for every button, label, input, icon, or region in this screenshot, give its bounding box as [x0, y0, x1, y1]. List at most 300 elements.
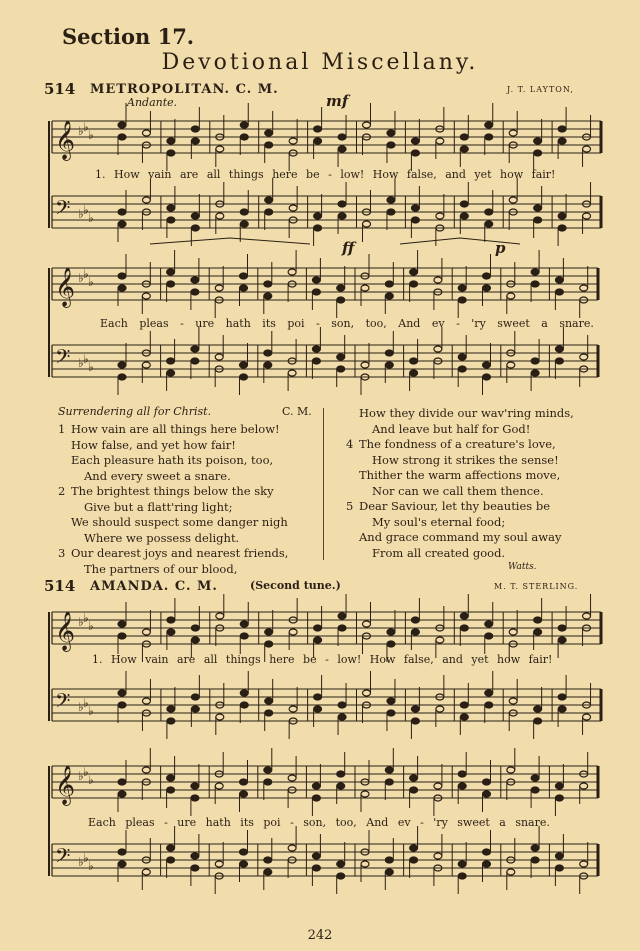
- note-head: [558, 637, 566, 643]
- tune-subtitle: (Second tune.): [250, 579, 341, 592]
- note-head: [265, 629, 273, 635]
- note-head: [558, 225, 566, 231]
- note-head: [555, 795, 563, 801]
- flat-icon: ♭: [78, 207, 84, 221]
- note-head: [555, 358, 563, 364]
- note-head: [483, 362, 491, 368]
- note-head: [460, 213, 468, 219]
- flat-icon: ♭: [83, 851, 89, 865]
- note-head: [531, 787, 539, 793]
- note-head: [531, 269, 539, 275]
- note-head: [337, 285, 345, 291]
- page-title: Devotional Miscellany.: [161, 50, 479, 75]
- note-head: [531, 857, 539, 863]
- note-head: [531, 358, 539, 364]
- note-head: [534, 205, 542, 211]
- note-head: [312, 358, 320, 364]
- flat-icon: ♭: [83, 267, 89, 281]
- note-head: [191, 346, 199, 352]
- note-head: [337, 354, 345, 360]
- note-head: [216, 613, 224, 619]
- note-head: [215, 783, 223, 789]
- note-head: [387, 197, 395, 203]
- verse-line: How strong it strikes the sense!: [372, 452, 559, 467]
- note-head: [507, 362, 515, 368]
- note-head: [167, 205, 175, 211]
- note-head: [118, 861, 126, 867]
- note-head: [167, 217, 175, 223]
- treble-clef-icon: 𝄞: [55, 765, 76, 805]
- note-head: [240, 273, 248, 279]
- note-head: [240, 702, 248, 708]
- note-head: [555, 783, 563, 789]
- note-head: [507, 869, 515, 875]
- note-head: [534, 617, 542, 623]
- note-head: [167, 787, 175, 793]
- note-head: [385, 869, 393, 875]
- note-head: [337, 873, 345, 879]
- note-head: [240, 621, 248, 627]
- note-head: [264, 293, 272, 299]
- note-head: [411, 718, 419, 724]
- bass-clef-icon: 𝄢: [55, 689, 71, 717]
- note-head: [531, 775, 539, 781]
- note-head: [338, 613, 346, 619]
- note-head: [558, 213, 566, 219]
- note-head: [434, 277, 442, 283]
- note-head: [216, 213, 224, 219]
- note-head: [458, 297, 466, 303]
- note-head: [312, 289, 320, 295]
- note-head: [361, 791, 369, 797]
- note-head: [118, 374, 126, 380]
- note-head: [338, 714, 346, 720]
- note-head: [240, 374, 248, 380]
- hymn-number: 514: [44, 80, 76, 98]
- note-head: [118, 362, 126, 368]
- note-head: [458, 873, 466, 879]
- note-head: [288, 775, 296, 781]
- note-head: [387, 710, 395, 716]
- note-head: [558, 706, 566, 712]
- note-head: [387, 130, 395, 136]
- note-head: [142, 130, 150, 136]
- bass-clef-icon: 𝄢: [55, 196, 71, 224]
- note-head: [191, 358, 199, 364]
- note-head: [338, 134, 346, 140]
- note-head: [118, 633, 126, 639]
- verse-line: Each pleasure hath its poison, too,: [71, 453, 274, 467]
- note-head: [411, 617, 419, 623]
- flat-icon: ♭: [83, 120, 89, 134]
- verse-number: 3: [58, 546, 66, 560]
- note-head: [509, 130, 517, 136]
- section-heading: Section 17.: [62, 24, 195, 49]
- note-head: [458, 783, 466, 789]
- note-head: [385, 350, 393, 356]
- note-head: [558, 625, 566, 631]
- note-head: [240, 362, 248, 368]
- note-head: [191, 783, 199, 789]
- note-head: [385, 779, 393, 785]
- note-head: [312, 795, 320, 801]
- note-head: [191, 795, 199, 801]
- note-head: [314, 637, 322, 643]
- note-head: [583, 714, 591, 720]
- tune-name: METROPOLITAN. C. M.: [90, 82, 279, 97]
- note-head: [483, 779, 491, 785]
- note-head: [191, 289, 199, 295]
- verse-line: From all created good.: [372, 545, 506, 560]
- note-head: [167, 281, 175, 287]
- note-head: [363, 221, 371, 227]
- dynamic-mark: ff: [342, 239, 355, 257]
- lyric-line: Each pleas - ure hath its poi - son, too, And ev - 'ry sweet a snare.: [88, 816, 550, 829]
- verse-line: The fondness of a creature's love,: [359, 437, 556, 451]
- note-head: [167, 269, 175, 275]
- note-head: [411, 629, 419, 635]
- note-head: [531, 845, 539, 851]
- note-head: [410, 857, 418, 863]
- verse-number: 2: [58, 484, 66, 498]
- dynamic-mark: p: [495, 239, 506, 257]
- note-head: [240, 779, 248, 785]
- note-head: [558, 694, 566, 700]
- note-head: [167, 150, 175, 156]
- note-head: [555, 289, 563, 295]
- note-head: [410, 775, 418, 781]
- note-head: [436, 213, 444, 219]
- verse-line: And grace command my soul away: [359, 530, 562, 544]
- verse-line: How they divide our wav'ring minds,: [359, 406, 574, 420]
- note-head: [458, 861, 466, 867]
- note-head: [118, 209, 126, 215]
- note-head: [337, 366, 345, 372]
- note-head: [555, 277, 563, 283]
- note-head: [534, 718, 542, 724]
- note-head: [289, 706, 297, 712]
- note-head: [240, 209, 248, 215]
- flat-icon: ♭: [88, 859, 94, 873]
- note-head: [485, 621, 493, 627]
- note-head: [191, 853, 199, 859]
- note-head: [167, 617, 175, 623]
- note-head: [288, 269, 296, 275]
- note-head: [216, 146, 224, 152]
- note-head: [483, 374, 491, 380]
- note-head: [167, 370, 175, 376]
- note-head: [507, 767, 515, 773]
- flat-icon: ♭: [88, 704, 94, 718]
- flat-icon: ♭: [78, 769, 84, 783]
- note-head: [264, 350, 272, 356]
- note-head: [385, 281, 393, 287]
- note-head: [167, 857, 175, 863]
- verse-line: Our dearest joys and nearest friends,: [71, 546, 289, 560]
- note-head: [580, 354, 588, 360]
- note-head: [338, 213, 346, 219]
- note-head: [580, 783, 588, 789]
- note-head: [191, 625, 199, 631]
- note-head: [483, 273, 491, 279]
- flat-icon: ♭: [78, 615, 84, 629]
- note-head: [411, 706, 419, 712]
- note-head: [191, 637, 199, 643]
- lyric-line: 1. How vain are all things here be - low! How false, and yet how fair!: [92, 653, 553, 666]
- composer-name: M. T. STERLING.: [494, 582, 579, 591]
- hymn-text-heading: Surrendering all for Christ.: [58, 405, 212, 418]
- note-head: [240, 285, 248, 291]
- flat-icon: ♭: [78, 700, 84, 714]
- verse-line: Nor can we call them thence.: [372, 483, 544, 498]
- treble-clef-icon: 𝄞: [55, 611, 76, 651]
- note-head: [531, 281, 539, 287]
- note-head: [460, 625, 468, 631]
- flat-icon: ♭: [88, 360, 94, 374]
- note-head: [314, 213, 322, 219]
- note-head: [387, 641, 395, 647]
- note-head: [363, 621, 371, 627]
- note-head: [387, 142, 395, 148]
- flat-icon: ♭: [78, 855, 84, 869]
- note-head: [167, 706, 175, 712]
- note-head: [312, 853, 320, 859]
- note-head: [338, 702, 346, 708]
- note-head: [118, 702, 126, 708]
- note-head: [434, 346, 442, 352]
- verse-number: 4: [346, 437, 354, 451]
- note-head: [483, 285, 491, 291]
- hairpin-icon: [400, 238, 520, 244]
- flat-icon: ♭: [78, 124, 84, 138]
- note-head: [387, 698, 395, 704]
- note-head: [458, 366, 466, 372]
- note-head: [264, 767, 272, 773]
- note-head: [483, 791, 491, 797]
- hymn-author: Watts.: [508, 562, 537, 572]
- flat-icon: ♭: [78, 356, 84, 370]
- note-head: [314, 225, 322, 231]
- note-head: [583, 146, 591, 152]
- note-head: [240, 122, 248, 128]
- note-head: [534, 706, 542, 712]
- verse-number: 1: [58, 422, 66, 436]
- note-head: [216, 714, 224, 720]
- note-head: [265, 698, 273, 704]
- note-head: [460, 714, 468, 720]
- bass-clef-icon: 𝄢: [55, 345, 71, 373]
- note-head: [434, 853, 442, 859]
- note-head: [288, 370, 296, 376]
- flat-icon: ♭: [83, 352, 89, 366]
- note-head: [264, 857, 272, 863]
- note-head: [312, 865, 320, 871]
- flat-icon: ♭: [78, 271, 84, 285]
- note-head: [118, 134, 126, 140]
- note-head: [558, 126, 566, 132]
- note-head: [485, 209, 493, 215]
- note-head: [385, 767, 393, 773]
- note-head: [191, 865, 199, 871]
- dynamic-mark: mf: [326, 92, 349, 110]
- note-head: [142, 362, 150, 368]
- note-head: [485, 134, 493, 140]
- note-head: [264, 779, 272, 785]
- treble-clef-icon: 𝄞: [55, 267, 76, 307]
- note-head: [580, 285, 588, 291]
- note-head: [167, 775, 175, 781]
- tune-name: AMANDA. C. M.: [90, 579, 218, 594]
- note-head: [361, 861, 369, 867]
- verse-line: Where we possess delight.: [84, 530, 240, 545]
- note-head: [167, 629, 175, 635]
- note-head: [485, 221, 493, 227]
- note-head: [509, 197, 517, 203]
- note-head: [265, 641, 273, 647]
- note-head: [118, 273, 126, 279]
- note-head: [264, 869, 272, 875]
- note-head: [118, 791, 126, 797]
- note-head: [338, 201, 346, 207]
- note-head: [485, 122, 493, 128]
- note-head: [118, 122, 126, 128]
- note-head: [534, 150, 542, 156]
- verse-line: And leave but half for God!: [372, 421, 531, 436]
- hairpin-icon: [150, 238, 310, 244]
- note-head: [363, 122, 371, 128]
- note-head: [191, 138, 199, 144]
- note-head: [485, 702, 493, 708]
- note-head: [460, 146, 468, 152]
- note-head: [509, 629, 517, 635]
- note-head: [436, 138, 444, 144]
- note-head: [337, 297, 345, 303]
- note-head: [458, 771, 466, 777]
- note-head: [314, 625, 322, 631]
- note-head: [411, 150, 419, 156]
- note-head: [312, 346, 320, 352]
- note-head: [167, 718, 175, 724]
- composer-name: J. T. LAYTON,: [507, 85, 574, 94]
- note-head: [142, 767, 150, 773]
- note-head: [289, 205, 297, 211]
- flat-icon: ♭: [83, 696, 89, 710]
- note-head: [410, 358, 418, 364]
- note-head: [240, 633, 248, 639]
- note-head: [191, 213, 199, 219]
- note-head: [385, 857, 393, 863]
- verse-line: And every sweet a snare.: [84, 468, 231, 483]
- note-head: [385, 362, 393, 368]
- note-head: [215, 354, 223, 360]
- note-head: [167, 358, 175, 364]
- verse-line: Thither the warm affections move,: [359, 468, 561, 482]
- flat-icon: ♭: [88, 211, 94, 225]
- note-head: [337, 861, 345, 867]
- verse-line: My soul's eternal food;: [372, 514, 506, 529]
- note-head: [264, 362, 272, 368]
- note-head: [314, 694, 322, 700]
- note-head: [314, 706, 322, 712]
- note-head: [142, 698, 150, 704]
- flat-icon: ♭: [83, 203, 89, 217]
- verse-line: Give but a flatt'ring light;: [84, 499, 233, 514]
- flat-icon: ♭: [88, 773, 94, 787]
- note-head: [411, 217, 419, 223]
- note-head: [460, 613, 468, 619]
- note-head: [240, 849, 248, 855]
- note-head: [191, 694, 199, 700]
- note-head: [337, 771, 345, 777]
- note-head: [265, 142, 273, 148]
- verse-line: The partners of our blood,: [84, 561, 238, 576]
- lyric-line: 1. How vain are all things here be - low! How false, and yet how fair!: [95, 168, 556, 181]
- note-head: [337, 783, 345, 789]
- note-head: [142, 629, 150, 635]
- flat-icon: ♭: [88, 128, 94, 142]
- hymn-meter: C. M.: [282, 405, 312, 418]
- note-head: [460, 702, 468, 708]
- note-head: [240, 134, 248, 140]
- note-head: [410, 269, 418, 275]
- note-head: [509, 698, 517, 704]
- note-head: [460, 201, 468, 207]
- note-head: [361, 285, 369, 291]
- note-head: [411, 205, 419, 211]
- note-head: [118, 221, 126, 227]
- note-head: [265, 197, 273, 203]
- hymn-number: 514: [44, 577, 76, 595]
- note-head: [410, 845, 418, 851]
- note-head: [583, 213, 591, 219]
- note-head: [410, 787, 418, 793]
- note-head: [314, 126, 322, 132]
- note-head: [289, 629, 297, 635]
- note-head: [555, 853, 563, 859]
- note-head: [483, 861, 491, 867]
- verse-line: We should suspect some danger nigh: [71, 515, 288, 529]
- bass-clef-icon: 𝄢: [55, 844, 71, 872]
- note-head: [142, 293, 150, 299]
- note-head: [436, 706, 444, 712]
- note-head: [385, 293, 393, 299]
- note-head: [531, 370, 539, 376]
- note-head: [436, 637, 444, 643]
- note-head: [312, 783, 320, 789]
- note-head: [458, 354, 466, 360]
- note-head: [142, 197, 150, 203]
- note-head: [507, 293, 515, 299]
- lyric-line: Each pleas - ure hath its poi - son, too, And ev - 'ry sweet a snare.: [100, 317, 594, 330]
- treble-clef-icon: 𝄞: [55, 120, 76, 160]
- note-head: [387, 209, 395, 215]
- note-head: [289, 138, 297, 144]
- note-head: [410, 370, 418, 376]
- note-head: [191, 277, 199, 283]
- note-head: [580, 861, 588, 867]
- note-head: [118, 849, 126, 855]
- flat-icon: ♭: [83, 765, 89, 779]
- verse-line: How false, and yet how fair!: [71, 437, 236, 452]
- note-head: [387, 629, 395, 635]
- note-head: [534, 217, 542, 223]
- verse-line: The brightest things below the sky: [71, 484, 274, 498]
- note-head: [264, 281, 272, 287]
- note-head: [434, 783, 442, 789]
- note-head: [485, 690, 493, 696]
- note-head: [338, 146, 346, 152]
- note-head: [265, 209, 273, 215]
